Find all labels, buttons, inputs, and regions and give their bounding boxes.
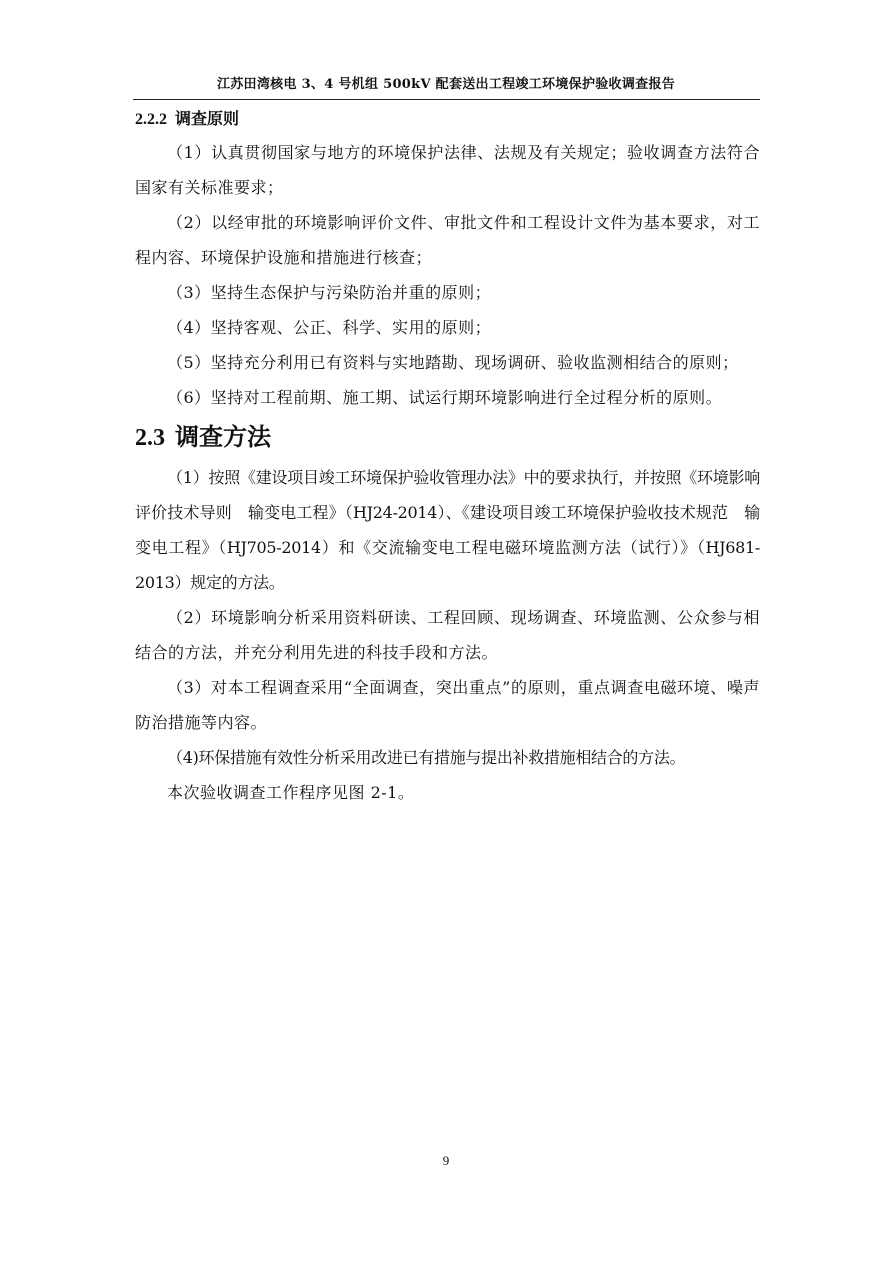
header-divider <box>133 99 760 100</box>
paragraph: 本次验收调查工作程序见图 2-1。 <box>167 783 415 802</box>
section-title: 调查原则 <box>175 109 240 128</box>
paragraph: （3）对本工程调查采用“全面调查，突出重点”的原则，重点调查电磁环境、噪声防治措施等内容。 <box>135 678 760 732</box>
paragraph: （6）坚持对工程前期、施工期、试运行期环境影响进行全过程分析的原则。 <box>167 388 723 407</box>
paragraph: （2）环境影响分析采用资料研读、工程回顾、现场调查、环境监测、公众参与相结合的方法，并充分利用先进的科技手段和方法。 <box>135 608 760 662</box>
section-number: 2.3 <box>135 425 165 451</box>
paragraph: （3）坚持生态保护与污染防治并重的原则； <box>167 283 492 302</box>
paragraph: （2）以经审批的环境影响评价文件、审批文件和工程设计文件为基本要求，对工程内容、环境保护设施和措施进行核查； <box>135 213 760 267</box>
paragraph: （4)环保措施有效性分析采用改进已有措施与提出补救措施相结合的方法。 <box>167 748 686 767</box>
section-number: 2.2.2 <box>135 111 167 128</box>
section-heading-2-2-2 <box>135 104 760 135</box>
page-number: 9 <box>442 1153 450 1168</box>
section-title: 调查方法 <box>175 422 271 451</box>
paragraph: （1）认真贯彻国家与地方的环境保护法律、法规及有关规定；验收调查方法符合国家有关标准要求； <box>135 143 760 197</box>
report-header-title: 江苏田湾核电 3、4 号机组 500kV 配套送出工程竣工环境保护验收调查报告 <box>216 77 676 92</box>
paragraph: （4）坚持客观、公正、科学、实用的原则； <box>167 318 492 337</box>
page-content <box>135 104 760 810</box>
paragraph: （5）坚持充分利用已有资料与实地踏勘、现场调研、验收监测相结合的原则； <box>167 353 739 372</box>
section-heading-2-3 <box>135 421 760 454</box>
paragraph: （1）按照《建设项目竣工环境保护验收管理办法》中的要求执行，并按照《环境影响评价技术导则 输变电工程》（HJ24-2014）、《建设项目竣工环境保护验收技术规范 输变电工程》（HJ705-2014）和《交流输变电工程电磁环境监测方法（试行）》（HJ681-2013）规定的方法。 <box>135 468 761 592</box>
